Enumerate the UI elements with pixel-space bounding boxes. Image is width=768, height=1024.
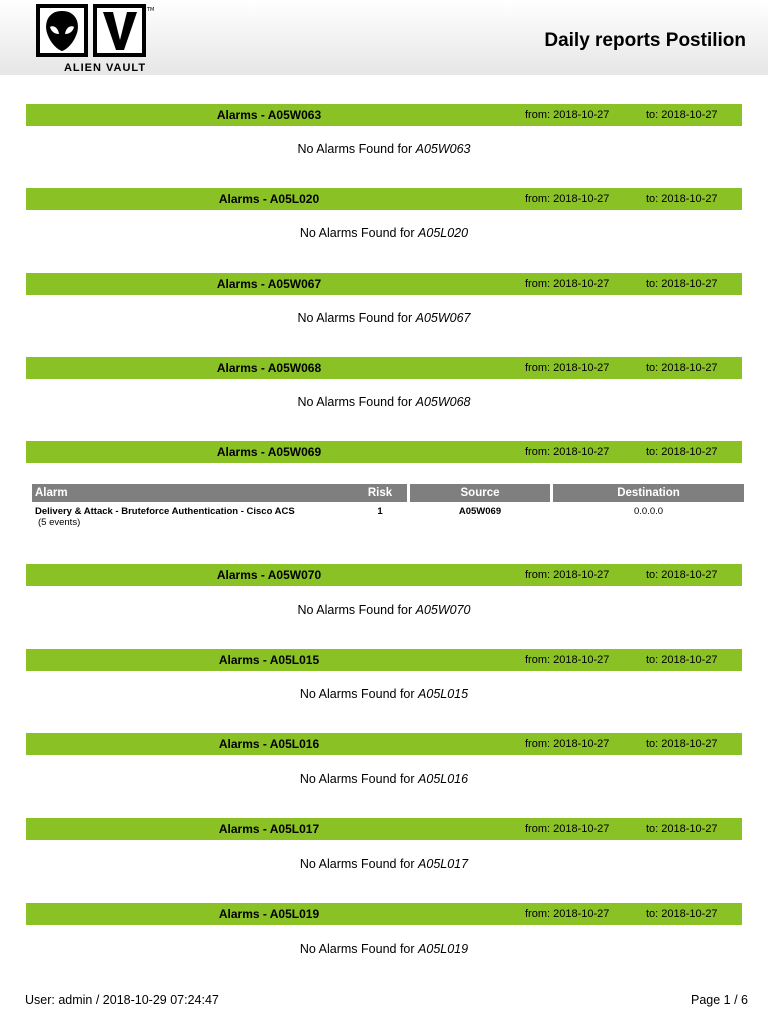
alarm-destination: 0.0.0.0: [633, 506, 664, 517]
date-from: from: 2018-10-27: [525, 654, 610, 666]
date-to: to: 2018-10-27: [646, 109, 718, 121]
date-from: from: 2018-10-27: [525, 109, 610, 121]
date-from: from: 2018-10-27: [525, 569, 610, 581]
no-alarms-message: [0, 142, 768, 156]
date-from: from: 2018-10-27: [525, 446, 610, 458]
date-from: from: 2018-10-27: [525, 362, 610, 374]
host-name: A05L016: [418, 772, 469, 786]
alien-head-icon: [35, 3, 155, 61]
date-to: to: 2018-10-27: [646, 362, 718, 374]
no-alarms-prefix: No Alarms Found for: [297, 603, 413, 617]
section-title: Alarms - A05L020: [218, 192, 320, 206]
alarm-name: Delivery & Attack - Bruteforce Authentication - Cisco ACS: [35, 506, 295, 517]
section-title: Alarms - A05L016: [218, 737, 320, 751]
host-name: A05W063: [415, 142, 471, 156]
report-header: [0, 0, 768, 75]
no-alarms-message: [0, 772, 768, 786]
date-to: to: 2018-10-27: [646, 193, 718, 205]
no-alarms-message: [0, 857, 768, 871]
date-to: to: 2018-10-27: [646, 908, 718, 920]
no-alarms-message: [0, 395, 768, 409]
column-header-destination: Destination: [553, 484, 744, 502]
section-bar: [26, 818, 742, 840]
alarm-risk: 1: [377, 506, 383, 517]
date-to: to: 2018-10-27: [646, 823, 718, 835]
host-name: A05W067: [415, 311, 471, 325]
host-name: A05W068: [415, 395, 471, 409]
section-bar: [26, 441, 742, 463]
section-title: Alarms - A05W070: [216, 568, 322, 582]
section-title: Alarms - A05L017: [218, 822, 320, 836]
alarm-source: A05W069: [458, 506, 502, 517]
no-alarms-message: [0, 226, 768, 240]
no-alarms-message: [0, 603, 768, 617]
section-bar: [26, 903, 742, 925]
no-alarms-prefix: No Alarms Found for: [299, 772, 415, 786]
section-bar: [26, 649, 742, 671]
host-name: A05L020: [418, 226, 469, 240]
date-from: from: 2018-10-27: [525, 908, 610, 920]
date-to: to: 2018-10-27: [646, 738, 718, 750]
section-bar: [26, 564, 742, 586]
footer-user-info: User: admin / 2018-10-29 07:24:47: [25, 993, 219, 1007]
column-header-source: Source: [410, 484, 550, 502]
date-from: from: 2018-10-27: [525, 823, 610, 835]
no-alarms-message: [0, 687, 768, 701]
no-alarms-message: [0, 942, 768, 956]
section-title: Alarms - A05W069: [216, 445, 322, 459]
column-header-risk: Risk: [353, 484, 407, 502]
host-name: A05W070: [415, 603, 471, 617]
date-from: from: 2018-10-27: [525, 738, 610, 750]
section-title: Alarms - A05L015: [218, 653, 320, 667]
column-header-alarm: Alarm: [32, 484, 353, 502]
section-title: Alarms - A05W068: [216, 361, 322, 375]
section-bar: [26, 104, 742, 126]
logo-text: ALIEN VAULT: [63, 62, 147, 74]
section-title: Alarms - A05L019: [218, 907, 320, 921]
no-alarms-prefix: No Alarms Found for: [297, 395, 413, 409]
section-bar: [26, 733, 742, 755]
section-bar: [26, 188, 742, 210]
no-alarms-prefix: No Alarms Found for: [299, 226, 415, 240]
date-to: to: 2018-10-27: [646, 654, 718, 666]
no-alarms-prefix: No Alarms Found for: [299, 857, 415, 871]
no-alarms-prefix: No Alarms Found for: [299, 942, 415, 956]
no-alarms-prefix: No Alarms Found for: [297, 142, 413, 156]
host-name: A05L017: [418, 857, 469, 871]
date-from: from: 2018-10-27: [525, 193, 610, 205]
section-bar: [26, 357, 742, 379]
host-name: A05L015: [418, 687, 469, 701]
no-alarms-prefix: No Alarms Found for: [299, 687, 415, 701]
section-title: Alarms - A05W063: [216, 108, 322, 122]
report-title: Daily reports Postilion: [544, 30, 746, 51]
date-to: to: 2018-10-27: [646, 278, 718, 290]
no-alarms-message: [0, 311, 768, 325]
date-to: to: 2018-10-27: [646, 569, 718, 581]
alienvault-logo: [35, 3, 155, 75]
date-to: to: 2018-10-27: [646, 446, 718, 458]
alarm-event-count: (5 events): [38, 517, 81, 528]
host-name: A05L019: [418, 942, 469, 956]
page-number: Page 1 / 6: [691, 993, 748, 1007]
no-alarms-prefix: No Alarms Found for: [297, 311, 413, 325]
svg-text:TM: TM: [147, 7, 155, 13]
section-bar: [26, 273, 742, 295]
section-title: Alarms - A05W067: [216, 277, 322, 291]
date-from: from: 2018-10-27: [525, 278, 610, 290]
